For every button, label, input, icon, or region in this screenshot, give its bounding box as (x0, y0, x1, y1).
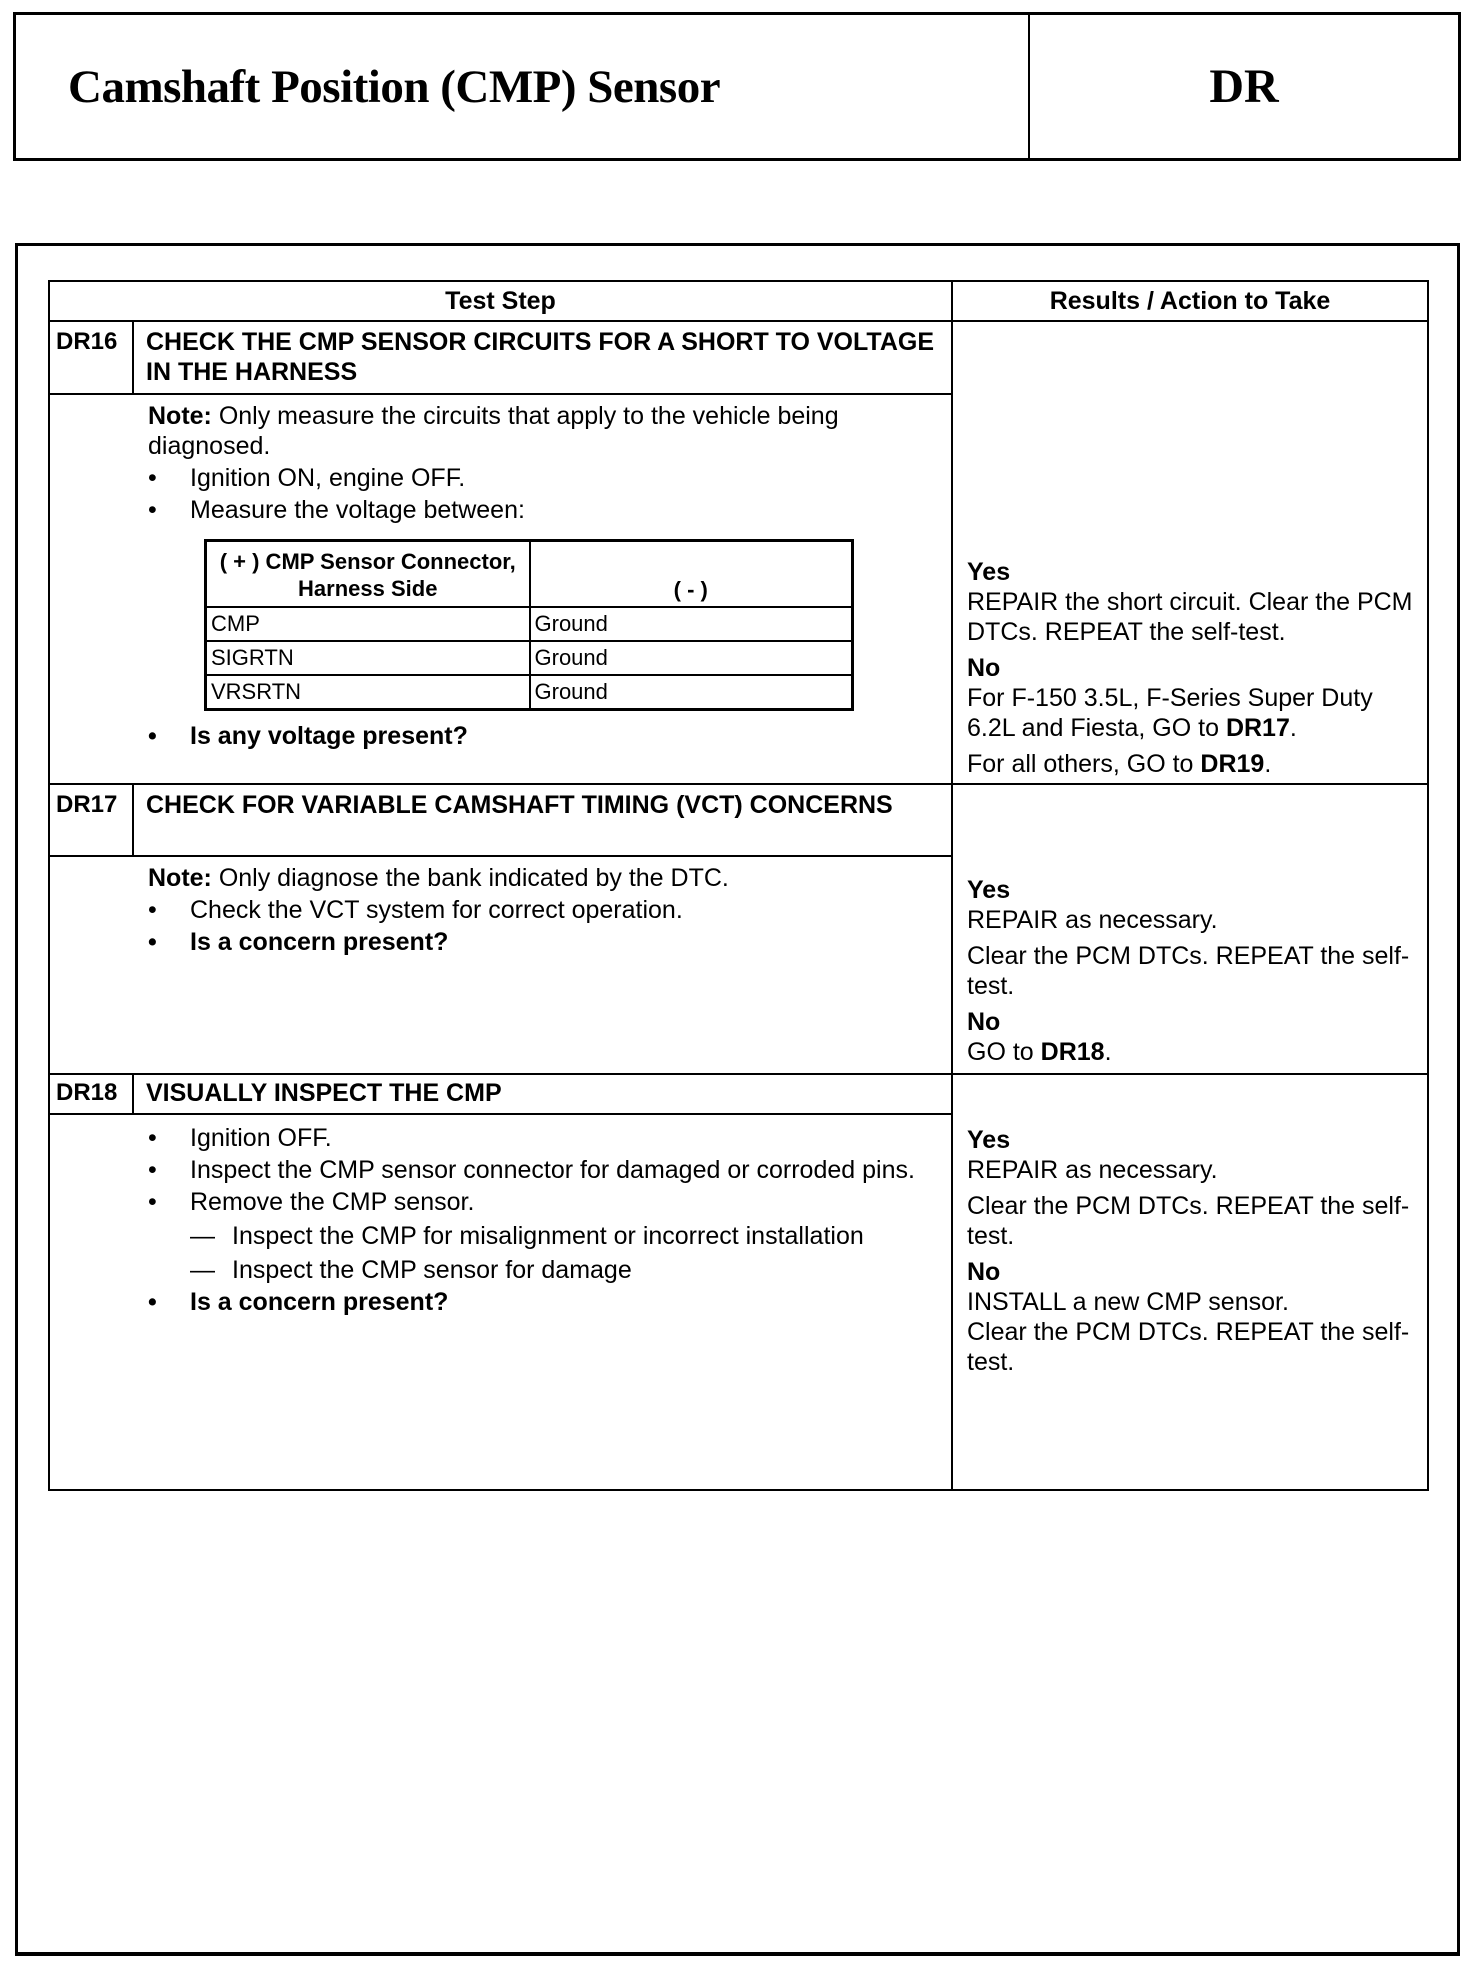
page-title: Camshaft Position (CMP) Sensor (16, 15, 1030, 158)
measurement-negative: Ground (530, 607, 853, 641)
step-note (148, 863, 941, 893)
result-yes-label: Yes (967, 876, 1011, 904)
step-results (953, 785, 1427, 1073)
result-no-text: For F-150 3.5L, F-Series Super Duty 6.2L and Fiesta, GO to (967, 684, 1373, 742)
result-no-text: GO to (967, 1038, 1041, 1066)
test-step-content (50, 322, 953, 783)
result-yes-label: Yes (967, 558, 1011, 586)
note-label: Note: (148, 864, 212, 892)
column-header-results: Results / Action to Take (953, 282, 1427, 322)
column-header-test-step: Test Step (50, 282, 953, 322)
step-body (50, 395, 951, 757)
step-bullet: • Check the VCT system for correct operation. (148, 895, 941, 925)
result-yes-label: Yes (967, 1126, 1011, 1154)
measurement-table-header (206, 541, 853, 608)
measurement-negative: Ground (530, 675, 853, 710)
result-yes-action: REPAIR the short circuit. Clear the PCM DTCs. REPEAT the self-test. (967, 588, 1413, 646)
step-reference-link[interactable]: DR17 (1225, 714, 1290, 742)
results-content (953, 322, 1427, 783)
measurement-row (206, 641, 853, 675)
step-reference-link[interactable]: DR19 (1200, 750, 1265, 778)
step-body (50, 857, 951, 963)
measurement-row (206, 607, 853, 641)
measurement-positive: CMP (206, 607, 530, 641)
measurement-header-positive: ( + ) CMP Sensor Connector, Harness Side (206, 541, 530, 608)
step-bullet: • Ignition OFF. (148, 1123, 941, 1153)
step-question: • Is a concern present? (148, 927, 941, 957)
step-sub-item: — Inspect the CMP for misalignment or incorrect installation (148, 1221, 941, 1251)
step-question: • Is any voltage present? (148, 721, 941, 751)
step-id: DR17 (50, 785, 134, 855)
results-content (953, 785, 1427, 1073)
result-no-action: For F-150 3.5L, F-Series Super Duty 6.2L and Fiesta, GO to DR17. (967, 684, 1373, 742)
measurement-row (206, 675, 853, 710)
test-step-content (50, 1075, 953, 1489)
measurement-table (204, 539, 854, 711)
note-text: Only measure the circuits that apply to the vehicle being diagnosed. (148, 402, 839, 460)
step-results (953, 1075, 1427, 1489)
result-no-text: For all others, GO to (967, 750, 1201, 778)
results-content (953, 1075, 1427, 1489)
note-text: Only diagnose the bank indicated by the DTC. (211, 864, 729, 892)
result-no-label: No (967, 1258, 1001, 1286)
result-yes-action: REPAIR as necessary. (967, 906, 1218, 934)
step-reference-link[interactable]: DR18 (1040, 1038, 1105, 1066)
step-heading: VISUALLY INSPECT THE CMP (146, 1079, 502, 1107)
step-question: • Is a concern present? (148, 1287, 941, 1317)
test-step-dr16 (50, 322, 1427, 785)
result-no-label: No (967, 654, 1001, 682)
result-no-action-other: For all others, GO to DR19. (967, 750, 1272, 778)
result-yes-action: REPAIR as necessary. (967, 1156, 1218, 1184)
page-header (13, 12, 1461, 161)
result-no-label: No (967, 1008, 1001, 1036)
step-bullet: • Remove the CMP sensor. (148, 1187, 941, 1217)
step-note (148, 401, 941, 461)
step-id: DR16 (50, 322, 134, 393)
result-no-action: INSTALL a new CMP sensor. (967, 1288, 1289, 1316)
step-bullet: • Inspect the CMP sensor connector for damaged or corroded pins. (148, 1155, 941, 1185)
diagnostic-table (48, 280, 1429, 1491)
result-no-action-2: Clear the PCM DTCs. REPEAT the self-test. (967, 1318, 1410, 1376)
step-body (50, 1115, 951, 1323)
step-sub-item: — Inspect the CMP sensor for damage (148, 1255, 941, 1285)
result-yes-action-2: Clear the PCM DTCs. REPEAT the self-test. (967, 1192, 1410, 1250)
measurement-positive: SIGRTN (206, 641, 530, 675)
measurement-negative: Ground (530, 641, 853, 675)
step-results (953, 322, 1427, 783)
step-title-row (50, 322, 951, 395)
test-step-dr17 (50, 785, 1427, 1075)
note-label: Note: (148, 402, 212, 430)
step-id: DR18 (50, 1075, 134, 1113)
step-title-row (50, 785, 951, 857)
measurement-header-negative: ( - ) (530, 541, 853, 608)
step-heading: CHECK FOR VARIABLE CAMSHAFT TIMING (VCT) CONCERNS (146, 791, 893, 819)
table-header-row (50, 282, 1427, 322)
step-title-row (50, 1075, 951, 1115)
test-step-dr18 (50, 1075, 1427, 1489)
test-step-content (50, 785, 953, 1073)
step-heading: CHECK THE CMP SENSOR CIRCUITS FOR A SHORT TO VOLTAGE IN THE HARNESS (146, 328, 935, 386)
result-no-action: GO to DR18. (967, 1038, 1112, 1066)
result-yes-action-2: Clear the PCM DTCs. REPEAT the self-test. (967, 942, 1410, 1000)
step-bullet: • Ignition ON, engine OFF. (148, 463, 941, 493)
measurement-positive: VRSRTN (206, 675, 530, 710)
step-bullet: • Measure the voltage between: (148, 495, 941, 525)
section-code: DR (1209, 60, 1279, 113)
